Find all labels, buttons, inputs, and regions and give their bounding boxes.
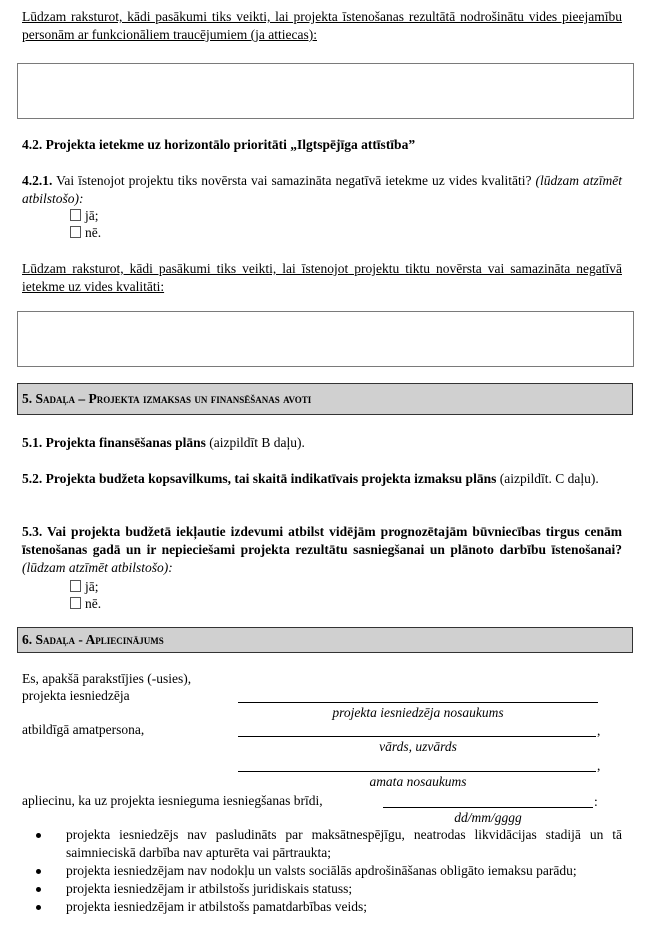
list-item: projekta iesniedzējam ir atbilstošs pamatdarbības veids; <box>22 898 622 916</box>
accessibility-answer-box[interactable] <box>17 63 634 119</box>
checkbox-5-3-yes[interactable] <box>70 580 81 592</box>
option-label: nē. <box>85 225 102 240</box>
paragraph-5-3-question: 5.3. Vai projekta budžetā iekļautie izdevumi atbilst vidējām prognozētajām būvniecības tirgus cenām īstenošanas gadā un ir nepieciešami projekta rezultātu sasniegšanai un plānoto darbību īstenošanai? <box>22 524 622 557</box>
option-label: jā; <box>85 208 99 223</box>
applicant-label: projekta iesniedzēja <box>22 688 130 703</box>
checkbox-4-2-1-no[interactable] <box>70 226 81 238</box>
applicant-name-caption: projekta iesniedzēja nosaukums <box>332 705 504 720</box>
comma: , <box>597 758 601 773</box>
option-label: nē. <box>85 596 102 611</box>
section-6-header <box>17 627 633 653</box>
date-line[interactable] <box>383 807 593 808</box>
paragraph-5-1-note: (aizpildīt B daļu). <box>205 435 305 450</box>
paragraph-5-1 <box>22 434 622 452</box>
option-5-3-no <box>70 595 101 612</box>
option-4-2-1-no <box>70 224 101 241</box>
date-caption: dd/mm/gggg <box>454 810 522 825</box>
question-4-2-1 <box>22 172 622 208</box>
checkbox-4-2-1-yes[interactable] <box>70 209 81 221</box>
paragraph-5-3-hint: (lūdzam atzīmēt atbilstošo): <box>22 560 173 575</box>
environment-question: Lūdzam raksturot, kādi pasākumi tiks veikti, lai īstenojot projektu tiktu novērsta vai samazināta negatīvā ietekme uz vides kvalitāti: <box>22 261 622 294</box>
official-label: atbildīgā amatpersona, <box>22 722 145 737</box>
question-4-2-1-text: Vai īstenojot projektu tiks novērsta vai samazināta negatīvā ietekme uz vides kvalitāti? <box>56 173 532 188</box>
option-label: jā; <box>85 579 99 594</box>
colon: : <box>594 794 598 809</box>
paragraph-5-2 <box>22 470 622 488</box>
official-name-caption: vārds, uzvārds <box>379 739 457 754</box>
option-5-3-yes <box>70 578 99 595</box>
position-caption: amata nosaukums <box>369 774 467 789</box>
checkbox-5-3-no[interactable] <box>70 597 81 609</box>
environment-answer-box[interactable] <box>17 311 634 367</box>
comma: , <box>597 723 601 738</box>
section-5-title: 5. Sadaļa – Projekta izmaksas un finansēšanas avoti <box>22 391 312 406</box>
list-item: projekta iesniedzējam ir atbilstošs juridiskais statuss; <box>22 880 622 898</box>
question-4-2-1-hint: (lūdzam atzīmēt atbilstošo): <box>22 173 623 206</box>
paragraph-5-2-note: (aizpildīt. C daļu). <box>496 471 599 486</box>
position-line[interactable] <box>238 771 596 772</box>
section-4-2-heading: 4.2. Projekta ietekme uz horizontālo prioritāti „Ilgtspējīga attīstība” <box>22 137 416 152</box>
official-name-line[interactable] <box>238 736 596 737</box>
accessibility-question: Lūdzam raksturot, kādi pasākumi tiks veikti, lai projekta īstenošanas rezultātā nodrošinātu vides pieejamību personām ar funkcionāliem traucējumiem (ja attiecas): <box>22 9 622 42</box>
paragraph-5-2-title: 5.2. Projekta budžeta kopsavilkums, tai skaitā indikatīvais projekta izmaksu plāns <box>22 471 497 486</box>
declaration-statement: apliecinu, ka uz projekta iesnieguma iesniegšanas brīdi, <box>22 793 323 808</box>
option-4-2-1-yes <box>70 207 99 224</box>
question-4-2-1-number: 4.2.1. <box>22 173 53 188</box>
list-item: projekta iesniedzējam nav nodokļu un valsts sociālās apdrošināšanas obligāto iemaksu parādu; <box>22 862 622 880</box>
list-item: projekta iesniedzējs nav pasludināts par maksātnespējīgu, neatrodas likvidācijas stadijā un tā saimnieciskā darbība nav apturēta vai pārtraukta; <box>22 826 622 862</box>
paragraph-5-1-title: 5.1. Projekta finansēšanas plāns <box>22 435 206 450</box>
section-6-title: 6. Sadaļa - Apliecinājums <box>22 632 164 647</box>
applicant-name-line[interactable] <box>238 702 598 703</box>
declaration-list <box>22 826 622 916</box>
paragraph-5-3 <box>22 523 622 577</box>
section-5-header <box>17 383 633 415</box>
declaration-intro: Es, apakšā parakstījies (-usies), <box>22 671 192 686</box>
